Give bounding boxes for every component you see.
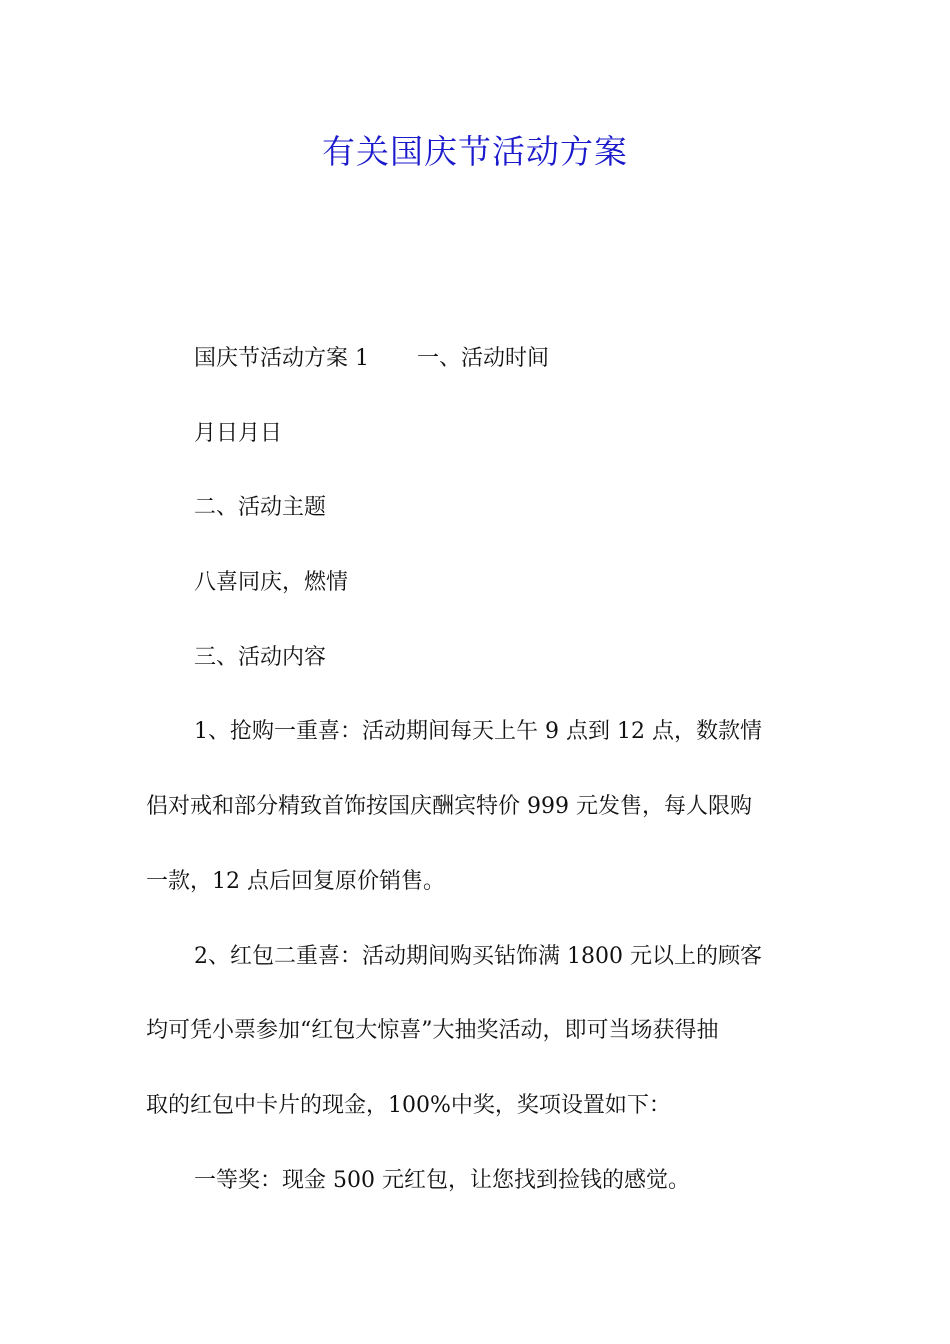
paragraph-line: 月日月日 [194, 421, 283, 446]
paragraph-line: 均可凭小票参加“红包大惊喜”大抽奖活动，即可当场获得抽 [146, 1018, 719, 1043]
section-heading-time: 一、活动时间 [417, 346, 550, 371]
paragraph-line: 2、红包二重喜：活动期间购买钻饰满 1800 元以上的顾客 [194, 944, 762, 969]
document-title: 有关国庆节活动方案 [322, 132, 628, 171]
paragraph-line: 一等奖：现金 500 元红包，让您找到捡钱的感觉。 [194, 1168, 690, 1193]
section-heading-content: 三、活动内容 [194, 645, 327, 670]
paragraph-line [194, 342, 549, 376]
paragraph-line: 八喜同庆，燃情 [194, 570, 349, 595]
plan-heading: 国庆节活动方案 1 [194, 346, 369, 371]
paragraph-line: 取的红包中卡片的现金，100%中奖，奖项设置如下： [146, 1093, 671, 1118]
paragraph-line: 侣对戒和部分精致首饰按国庆酬宾特价 999 元发售，每人限购 [146, 794, 752, 819]
paragraph-line: 1、抢购一重喜：活动期间每天上午 9 点到 12 点，数款情 [194, 719, 762, 744]
paragraph-line: 一款，12 点后回复原价销售。 [146, 869, 445, 894]
section-heading-theme: 二、活动主题 [194, 495, 327, 520]
